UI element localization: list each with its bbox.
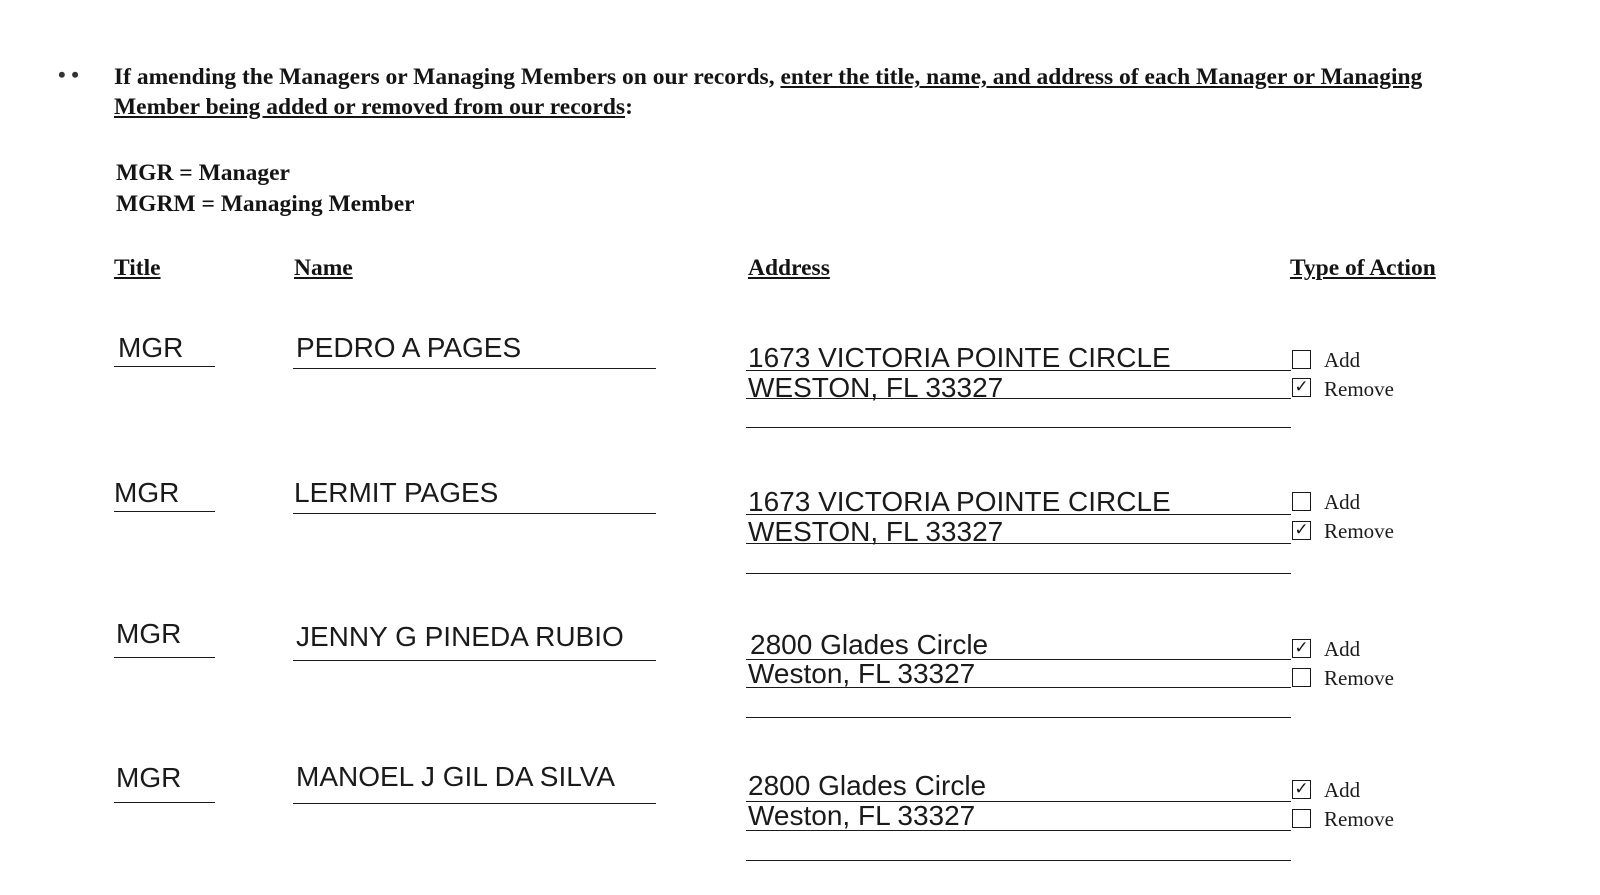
- entry-address-line2: WESTON, FL 33327: [748, 516, 1004, 547]
- entry-row-4: [0, 761, 1600, 884]
- add-label: Add: [1324, 490, 1361, 514]
- entry-title: MGR: [116, 762, 182, 793]
- title-underline: [114, 657, 215, 658]
- remove-label: Remove: [1324, 377, 1394, 401]
- address-underline-2: [746, 543, 1291, 544]
- add-checkbox[interactable]: [1292, 350, 1311, 369]
- title-underline: [114, 511, 215, 512]
- address-underline-3: [746, 717, 1291, 718]
- entry-title: MGR: [114, 477, 180, 508]
- address-underline-3: [746, 427, 1291, 428]
- bullet-marks: • •: [58, 62, 79, 87]
- title-underline: [114, 366, 215, 367]
- address-underline-2: [746, 830, 1291, 831]
- add-checkbox[interactable]: ✓: [1292, 780, 1311, 799]
- add-label: Add: [1324, 348, 1361, 372]
- title-underline: [114, 802, 215, 803]
- entry-name: PEDRO A PAGES: [296, 332, 522, 363]
- address-underline-3: [746, 860, 1291, 861]
- name-underline: [293, 513, 656, 514]
- entry-address-line1: 2800 Glades Circle: [748, 770, 987, 801]
- address-underline-1: [746, 370, 1291, 371]
- add-label: Add: [1324, 637, 1361, 661]
- entry-name: MANOEL J GIL DA SILVA: [296, 761, 615, 792]
- address-underline-1: [746, 514, 1291, 515]
- instructions-underlined-text: enter the title, name, and address of each Manager or Managing Member being added or removed from our records: [114, 64, 1423, 120]
- name-underline: [293, 368, 656, 369]
- name-underline: [293, 803, 656, 804]
- remove-label: Remove: [1324, 666, 1394, 690]
- add-checkbox[interactable]: ✓: [1292, 639, 1311, 658]
- header-name: Name: [294, 255, 353, 281]
- remove-checkbox[interactable]: ✓: [1292, 378, 1311, 397]
- legend: [116, 158, 415, 220]
- entry-name: JENNY G PINEDA RUBIO: [296, 621, 624, 652]
- name-underline: [293, 660, 656, 661]
- add-label: Add: [1324, 778, 1361, 802]
- instructions-end: :: [625, 94, 633, 120]
- entry-address-line2: WESTON, FL 33327: [748, 372, 1004, 403]
- entry-address-line1: 1673 VICTORIA POINTE CIRCLE: [748, 342, 1171, 373]
- address-underline-3: [746, 573, 1291, 574]
- address-underline-2: [746, 398, 1291, 399]
- legend-mgrm: MGRM = Managing Member: [116, 191, 415, 217]
- header-address: Address: [748, 255, 830, 281]
- header-title: Title: [114, 255, 161, 281]
- remove-label: Remove: [1324, 519, 1394, 543]
- remove-checkbox[interactable]: [1292, 809, 1311, 828]
- entry-row-3: [0, 619, 1600, 739]
- entry-name: LERMIT PAGES: [294, 477, 499, 508]
- remove-checkbox[interactable]: ✓: [1292, 521, 1311, 540]
- entry-title: MGR: [118, 332, 184, 363]
- instructions-paragraph: [114, 62, 1514, 122]
- entry-address-line1: 2800 Glades Circle: [750, 629, 989, 660]
- entry-title: MGR: [116, 618, 182, 649]
- entry-address-line2: Weston, FL 33327: [748, 658, 976, 689]
- legend-mgr: MGR = Manager: [116, 160, 290, 186]
- remove-checkbox[interactable]: [1292, 668, 1311, 687]
- add-checkbox[interactable]: [1292, 492, 1311, 511]
- entry-address-line1: 1673 VICTORIA POINTE CIRCLE: [748, 486, 1171, 517]
- header-type-of-action: Type of Action: [1290, 255, 1436, 281]
- entry-row-1: [0, 330, 1600, 450]
- entry-address-line2: Weston, FL 33327: [748, 800, 976, 831]
- instructions-text: If amending the Managers or Managing Members on our records,: [114, 64, 781, 90]
- remove-label: Remove: [1324, 807, 1394, 831]
- address-underline-2: [746, 687, 1291, 688]
- entry-row-2: [0, 475, 1600, 595]
